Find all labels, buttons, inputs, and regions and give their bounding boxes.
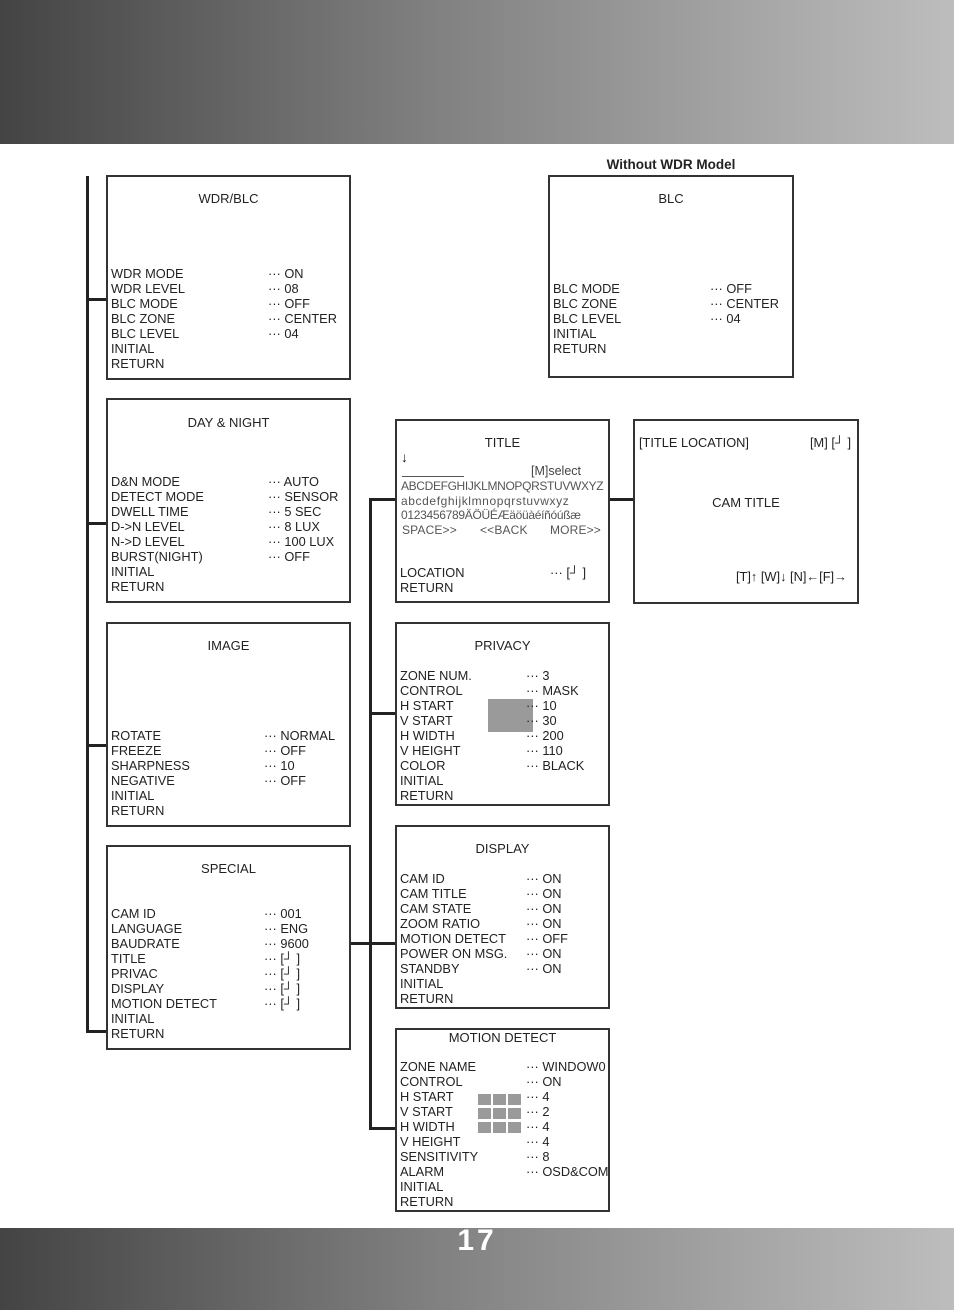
menu-row <box>400 565 605 580</box>
menu-row <box>400 788 605 803</box>
row-value: ··· OFF <box>268 549 310 564</box>
menu-row <box>400 961 605 976</box>
row-value: ··· 30 <box>526 713 557 728</box>
row-value: ··· 001 <box>264 906 302 921</box>
menu-row <box>400 683 605 698</box>
row-value: ··· 10 <box>264 758 295 773</box>
row-value: ··· OFF <box>264 773 306 788</box>
row-label: V HEIGHT <box>400 1134 461 1149</box>
row-label: BLC LEVEL <box>553 311 622 326</box>
menu-title: SPECIAL <box>201 861 256 876</box>
menu-row <box>111 549 346 564</box>
image-menu <box>106 622 351 827</box>
page-number: 17 <box>457 1224 497 1257</box>
connector-middle-vertical <box>369 498 372 1130</box>
row-value: ··· CENTER <box>268 311 337 326</box>
menu-row <box>400 743 605 758</box>
menu-row <box>111 728 346 743</box>
row-label: RETURN <box>400 991 454 1006</box>
cam-title-preview: CAM TITLE <box>712 495 780 510</box>
row-label: BURST(NIGHT) <box>111 549 203 564</box>
connector-motion <box>369 1127 396 1130</box>
row-value: ··· [┘ ] <box>264 966 301 981</box>
row-label: INITIAL <box>111 341 155 356</box>
row-label: SHARPNESS <box>111 758 190 773</box>
row-label: CAM ID <box>111 906 156 921</box>
row-label: H WIDTH <box>400 728 455 743</box>
menu-row <box>111 519 346 534</box>
menu-row <box>400 1149 605 1164</box>
special-menu <box>106 845 351 1050</box>
row-label: INITIAL <box>553 326 597 341</box>
row-label: INITIAL <box>400 976 444 991</box>
row-value: ··· 110 <box>526 743 563 758</box>
display-menu <box>395 825 610 1009</box>
row-label: DETECT MODE <box>111 489 204 504</box>
row-label: INITIAL <box>111 788 155 803</box>
row-value: ··· NORMAL <box>264 728 336 743</box>
row-label: COLOR <box>400 758 446 773</box>
menu-row <box>111 951 346 966</box>
row-label: D->N LEVEL <box>111 519 185 534</box>
row-value: ··· ON <box>268 266 304 281</box>
row-label: TITLE <box>111 951 146 966</box>
row-label: CAM ID <box>400 871 445 886</box>
menu-row <box>400 976 605 991</box>
direction-keys: [T]↑ [W]↓ [N]←[F]→ <box>736 569 847 584</box>
menu-row <box>111 758 346 773</box>
day-night-menu <box>106 398 351 603</box>
row-value: ··· OFF <box>526 931 568 946</box>
row-value: ··· ON <box>526 886 562 901</box>
row-label: CONTROL <box>400 1074 463 1089</box>
row-value: ··· BLACK <box>526 758 585 773</box>
row-label: D&N MODE <box>111 474 180 489</box>
row-value: ··· 5 SEC <box>268 504 322 519</box>
row-value: ··· [┘ ] <box>264 981 301 996</box>
menu-row <box>400 1119 605 1134</box>
row-value: ··· 200 <box>526 728 564 743</box>
menu-row <box>111 296 346 311</box>
menu-row <box>400 1134 605 1149</box>
menu-row <box>111 981 346 996</box>
row-label: FREEZE <box>111 743 162 758</box>
uppercase-letters: ABCDEFGHIJKLMNOPQRSTUVWXYZ <box>401 479 604 493</box>
privacy-menu <box>395 622 610 806</box>
row-label: LANGUAGE <box>111 921 183 936</box>
title-location-header: [TITLE LOCATION] <box>639 435 749 450</box>
row-label: CAM STATE <box>400 901 472 916</box>
more-option: MORE>> <box>550 523 601 537</box>
row-label: BLC ZONE <box>111 311 175 326</box>
row-value: ··· 10 <box>526 698 557 713</box>
menu-row <box>400 901 605 916</box>
menu-row <box>400 1089 605 1104</box>
row-value: ··· 04 <box>268 326 299 341</box>
row-label: V START <box>400 1104 453 1119</box>
menu-row <box>400 946 605 961</box>
row-value: ··· [┘ ] <box>264 996 301 1011</box>
menu-row <box>111 788 346 803</box>
menu-row <box>111 579 346 594</box>
menu-row <box>400 991 605 1006</box>
row-label: H START <box>400 1089 454 1104</box>
row-value: ··· MASK <box>526 683 579 698</box>
connector-wdr <box>86 298 107 301</box>
connector-left-vertical <box>86 176 89 1033</box>
row-label: INITIAL <box>400 1179 444 1194</box>
row-value: ··· 4 <box>526 1119 550 1134</box>
row-label: INITIAL <box>111 564 155 579</box>
row-label: BLC MODE <box>111 296 178 311</box>
without-wdr-caption: Without WDR Model <box>606 157 736 172</box>
menu-title: DAY & NIGHT <box>187 415 270 430</box>
menu-row <box>400 871 605 886</box>
row-label: STANDBY <box>400 961 460 976</box>
connector-daynight <box>86 522 107 525</box>
row-label: RETURN <box>553 341 607 356</box>
row-label: MOTION DETECT <box>111 996 217 1011</box>
back-option: <<BACK <box>480 523 528 537</box>
row-label: V START <box>400 713 453 728</box>
connector-special-out <box>349 942 371 945</box>
row-value: ··· 100 LUX <box>268 534 335 549</box>
motion-detect-menu <box>395 1028 610 1212</box>
menu-row <box>400 773 605 788</box>
menu-row <box>111 356 346 371</box>
menu-row <box>111 921 346 936</box>
row-value: ··· SENSOR <box>268 489 339 504</box>
menu-title: TITLE <box>484 435 521 450</box>
row-value: ··· ON <box>526 916 562 931</box>
menu-title: WDR/BLC <box>198 191 259 206</box>
row-label: WDR LEVEL <box>111 281 185 296</box>
row-value: ··· ON <box>526 961 562 976</box>
row-value: ··· ON <box>526 871 562 886</box>
menu-row <box>111 773 346 788</box>
row-label: ZONE NAME <box>400 1059 477 1074</box>
menu-row <box>111 966 346 981</box>
row-value: ··· 2 <box>526 1104 550 1119</box>
menu-row <box>400 931 605 946</box>
menu-row <box>553 281 789 296</box>
row-label: RETURN <box>111 1026 165 1041</box>
row-label: RETURN <box>400 580 454 595</box>
row-label: BLC MODE <box>553 281 620 296</box>
row-value: ··· OFF <box>264 743 306 758</box>
menu-row <box>111 564 346 579</box>
connector-title <box>369 498 396 501</box>
digits-and-accents: 0123456789ÄÖÜÉÆäöüàéíñóúßæ <box>401 508 581 522</box>
menu-row <box>400 1074 605 1089</box>
row-value: ··· [┘ ] <box>264 951 301 966</box>
row-value: ··· ENG <box>264 921 309 936</box>
row-value: ··· [┘ ] <box>550 565 587 580</box>
title-menu <box>395 419 610 603</box>
row-label: DWELL TIME <box>111 504 189 519</box>
menu-title: BLC <box>658 191 684 206</box>
menu-title: MOTION DETECT <box>448 1030 557 1045</box>
menu-row <box>553 311 789 326</box>
row-label: POWER ON MSG. <box>400 946 508 961</box>
row-label: RETURN <box>400 788 454 803</box>
menu-row <box>400 580 605 595</box>
title-location-menu <box>633 419 859 604</box>
row-label: BLC ZONE <box>553 296 617 311</box>
row-value: ··· OFF <box>268 296 310 311</box>
menu-row <box>111 1026 346 1041</box>
row-label: ALARM <box>400 1164 445 1179</box>
row-label: DISPLAY <box>111 981 165 996</box>
row-label: SENSITIVITY <box>400 1149 479 1164</box>
menu-row <box>111 281 346 296</box>
row-label: INITIAL <box>400 773 444 788</box>
menu-row <box>111 266 346 281</box>
header-band <box>0 0 954 144</box>
menu-row <box>111 1011 346 1026</box>
row-value: ··· 4 <box>526 1089 550 1104</box>
menu-row <box>111 504 346 519</box>
menu-row <box>400 1179 605 1194</box>
menu-title: PRIVACY <box>474 638 531 653</box>
connector-privacy <box>369 712 396 715</box>
row-label: BAUDRATE <box>111 936 180 951</box>
row-label: RETURN <box>111 356 165 371</box>
select-hint: [M]select <box>531 464 582 478</box>
menu-row <box>400 886 605 901</box>
row-label: CONTROL <box>400 683 463 698</box>
connector-special <box>86 1030 107 1033</box>
menu-row <box>111 311 346 326</box>
row-label: NEGATIVE <box>111 773 175 788</box>
menu-row <box>400 1059 605 1074</box>
menu-title: DISPLAY <box>475 841 530 856</box>
row-label: INITIAL <box>111 1011 155 1026</box>
row-label: RETURN <box>111 579 165 594</box>
menu-row <box>553 341 789 356</box>
menu-row <box>111 743 346 758</box>
row-label: PRIVAC <box>111 966 158 981</box>
menu-row <box>111 803 346 818</box>
title-input-underline <box>402 476 464 477</box>
row-label: ZONE NUM. <box>400 668 472 683</box>
menu-row <box>400 698 605 713</box>
wdr-blc-menu <box>106 175 351 380</box>
row-label: BLC LEVEL <box>111 326 180 341</box>
blc-menu <box>548 175 794 378</box>
row-label: WDR MODE <box>111 266 184 281</box>
menu-row <box>111 906 346 921</box>
row-value: ··· 8 LUX <box>268 519 320 534</box>
row-label: CAM TITLE <box>400 886 467 901</box>
menu-row <box>553 326 789 341</box>
menu-row <box>553 296 789 311</box>
row-value: ··· ON <box>526 946 562 961</box>
menu-row <box>111 474 346 489</box>
menu-row <box>111 936 346 951</box>
menu-row <box>111 341 346 356</box>
row-label: H WIDTH <box>400 1119 455 1134</box>
menu-row <box>400 713 605 728</box>
row-value: ··· AUTO <box>268 474 319 489</box>
row-value: ··· OFF <box>710 281 752 296</box>
row-label: H START <box>400 698 454 713</box>
row-label: ZOOM RATIO <box>400 916 481 931</box>
menu-row <box>111 326 346 341</box>
menu-row <box>111 534 346 549</box>
menu-row <box>111 489 346 504</box>
menu-row <box>400 758 605 773</box>
row-label: N->D LEVEL <box>111 534 185 549</box>
down-arrow-icon: ↓ <box>401 449 408 465</box>
row-value: ··· OSD&COM <box>526 1164 609 1179</box>
row-label: RETURN <box>400 1194 454 1209</box>
row-value: ··· 3 <box>526 668 550 683</box>
menu-row <box>400 728 605 743</box>
row-value: ··· 4 <box>526 1134 550 1149</box>
menu-row <box>400 916 605 931</box>
row-value: ··· 9600 <box>264 936 309 951</box>
row-value: ··· ON <box>526 1074 562 1089</box>
row-label: RETURN <box>111 803 165 818</box>
row-label: V HEIGHT <box>400 743 461 758</box>
title-location-key: [M] [┘ ] <box>810 435 852 450</box>
row-value: ··· ON <box>526 901 562 916</box>
menu-row <box>400 668 605 683</box>
lowercase-letters: abcdefghijklmnopqrstuvwxyz <box>401 494 570 508</box>
menu-row <box>400 1164 609 1179</box>
menu-row <box>111 996 346 1011</box>
menu-row <box>400 1194 605 1209</box>
row-label: LOCATION <box>400 565 465 580</box>
row-value: ··· 8 <box>526 1149 550 1164</box>
connector-display <box>369 942 396 945</box>
row-value: ··· WINDOW0 <box>526 1059 606 1074</box>
row-value: ··· 04 <box>710 311 741 326</box>
connector-title-location <box>608 498 634 501</box>
row-label: ROTATE <box>111 728 161 743</box>
row-value: ··· 08 <box>268 281 299 296</box>
row-value: ··· CENTER <box>710 296 779 311</box>
menu-title: IMAGE <box>207 638 250 653</box>
space-option: SPACE>> <box>402 523 457 537</box>
menu-row <box>400 1104 605 1119</box>
connector-image <box>86 744 107 747</box>
row-label: MOTION DETECT <box>400 931 506 946</box>
